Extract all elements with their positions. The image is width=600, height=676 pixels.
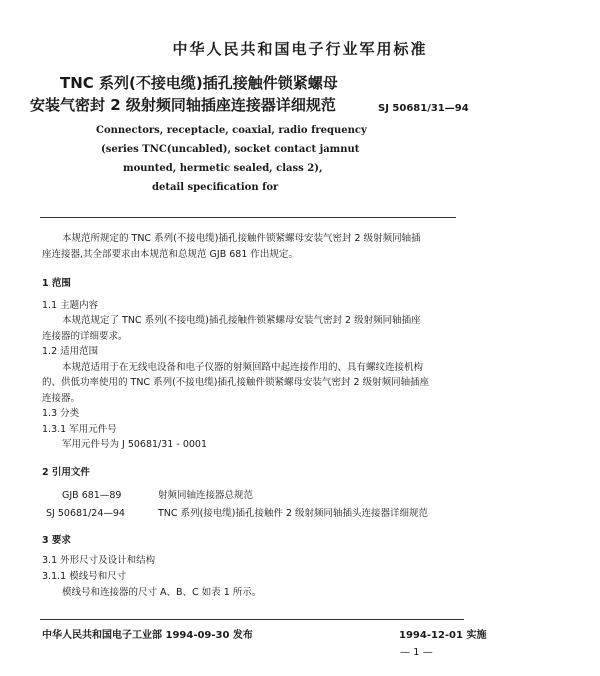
- reference-description: TNC 系列(接电缆)插孔接触件 2 级射频同轴插头连接器详细规范: [158, 508, 429, 519]
- top-divider: [40, 217, 456, 218]
- issue-info: 中华人民共和国电子工业部 1994-09-30 发布: [42, 630, 253, 641]
- section-1-1-heading: 1.1 主题内容: [42, 300, 99, 311]
- section-1-2-heading: 1.2 适用范围: [42, 346, 99, 357]
- effective-date: 1994-12-01 实施: [399, 630, 487, 641]
- section-1-2-text-3: 连接器。: [42, 393, 81, 404]
- section-1-3-1-text: 军用元件号为 J 50681/31 - 0001: [62, 439, 207, 450]
- standard-number: SJ 50681/31—94: [378, 103, 469, 114]
- section-1-heading: 1 范围: [42, 278, 71, 289]
- intro-line-2: 座连接器,其全部要求由本规范和总规范 GJB 681 作出规定。: [42, 249, 298, 260]
- section-2-heading: 2 引用文件: [42, 467, 90, 478]
- english-title-line-1: Connectors, receptacle, coaxial, radio frequency: [96, 125, 367, 136]
- reference-description: 射频同轴连接器总规范: [158, 490, 254, 501]
- section-3-1-heading: 3.1 外形尺寸及设计和结构: [42, 555, 156, 566]
- section-3-1-1-text: 模线号和连接器的尺寸 A、B、C 如表 1 所示。: [62, 587, 262, 598]
- section-1-2-text-2: 的、供低功率使用的 TNC 系列(不接电缆)插孔接触件锁紧螺母安装气密封 2 级射频同轴插座: [42, 377, 430, 388]
- section-1-3-1-heading: 1.3.1 军用元件号: [42, 424, 117, 435]
- section-1-3-heading: 1.3 分类: [42, 408, 80, 419]
- standard-header: 中华人民共和国电子行业军用标准: [172, 40, 428, 58]
- bottom-divider: [40, 619, 464, 620]
- english-title-line-4: detail specification for: [152, 182, 279, 193]
- title-line-1: TNC 系列(不接电缆)插孔接触件锁紧螺母: [60, 74, 338, 92]
- reference-code: GJB 681—89: [62, 490, 122, 501]
- section-3-heading: 3 要求: [42, 535, 71, 546]
- page-number: — 1 —: [400, 647, 433, 658]
- intro-line-1: 本规范所规定的 TNC 系列(不接电缆)插孔接触件锁紧螺母安装气密封 2 级射频同轴插: [62, 233, 421, 244]
- english-title-line-3: mounted, hermetic sealed, class 2),: [123, 163, 323, 174]
- section-1-2-text-1: 本规范适用于在无线电设备和电子仪器的射频回路中起连接作用的、具有螺纹连接机构: [62, 362, 424, 373]
- section-3-1-1-heading: 3.1.1 模线号和尺寸: [42, 571, 127, 582]
- section-1-1-text-2: 连接器的详细要求。: [42, 331, 128, 342]
- english-title-line-2: (series TNC(uncabled), socket contact jamnut: [101, 144, 360, 155]
- reference-code: SJ 50681/24—94: [46, 508, 125, 519]
- title-line-2: 安装气密封 2 级射频同轴插座连接器详细规范: [30, 96, 336, 114]
- section-1-1-text-1: 本规范规定了 TNC 系列(不接电缆)插孔接触件锁紧螺母安装气密封 2 级射频同轴插座: [62, 315, 421, 326]
